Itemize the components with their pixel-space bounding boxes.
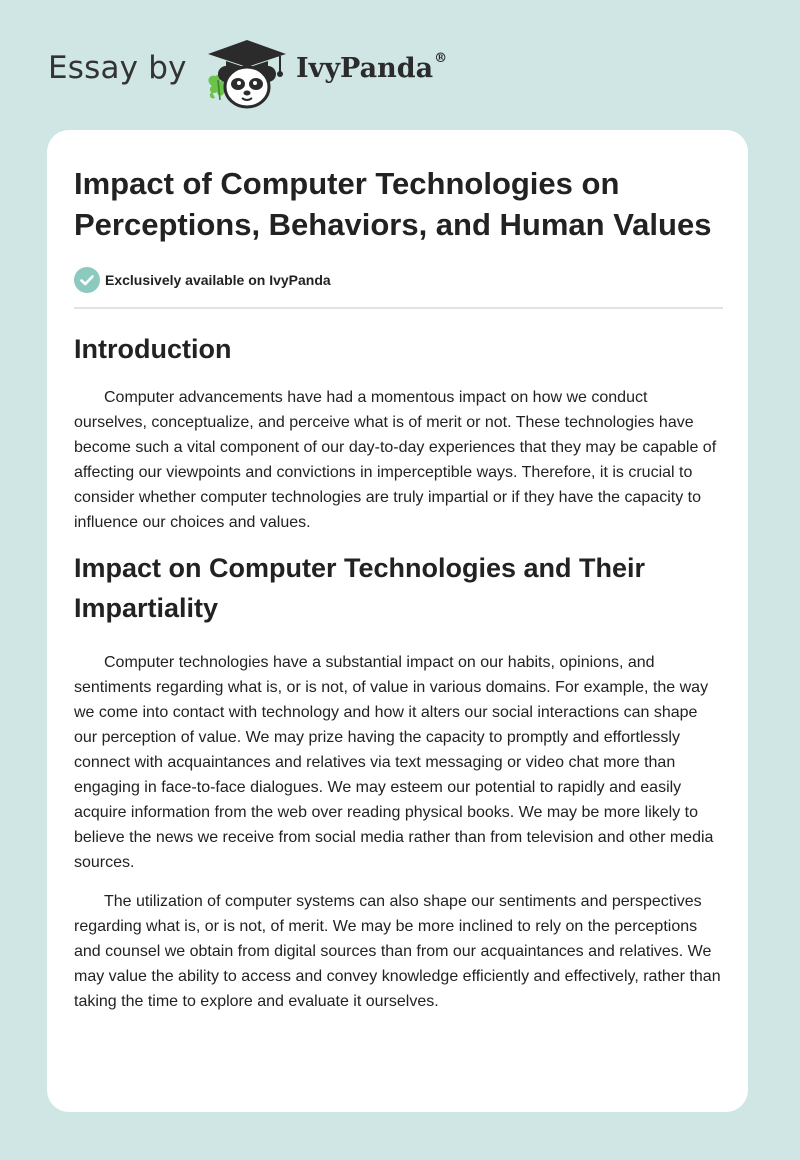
section-heading-impact: Impact on Computer Technologies and Their Impartiality (74, 553, 646, 623)
essay-card (47, 130, 748, 1112)
paragraph: The utilization of computer systems can also shape our sentiments and perspectives regarding what is, or is not, of merit. We may be more inclined to rely on the perceptions and counsel we obtain from digital sources than from our acquaintances and relatives. We may value the ability to access and convey knowledge efficiently and effectively, rather than taking the time to explore and evaluate it ourselves. (74, 893, 721, 1010)
brand-header (48, 34, 478, 110)
title-divider (74, 307, 723, 309)
exclusive-badge (74, 267, 724, 293)
check-circle-icon (74, 267, 100, 293)
paragraph: Computer technologies have a substantial impact on our habits, opinions, and sentiments regarding what is, or is not, of value in various domains. For example, the way we come into contact with technology and how it alters our social interactions can shape our perception of value. We may prize having the capacity to promptly and effortlessly connect with acquaintances and relatives via text messaging or video chat more than engaging in face-to-face dialogues. We may esteem our potential to rapidly and easily acquire information from the web over reading physical books. We may be more likely to believe the news we receive from social media rather than from television and other media sources. (74, 654, 714, 871)
paragraph: Computer advancements have had a momentous impact on how we conduct ourselves, conceptualize, and perceive what is of merit or not. These technologies have become such a vital component of our day-to-day experiences that they may be capable of affecting our viewpoints and convictions in imperceptible ways. Therefore, it is crucial to consider whether computer technologies are truly impartial or if they have the capacity to influence our choices and values. (74, 389, 717, 531)
brand-name: IvyPanda® (296, 51, 448, 84)
registered-mark: ® (434, 51, 448, 66)
essay-content (74, 163, 724, 1014)
exclusive-badge-label: Exclusively available on IvyPanda (105, 272, 331, 288)
brand-prefix: Essay by (48, 50, 187, 86)
section-heading-introduction: Introduction (74, 334, 232, 364)
essay-title: Impact of Computer Technologies on Perceptions, Behaviors, and Human Values (74, 166, 712, 242)
panda-graduate-logo-icon (202, 34, 292, 110)
